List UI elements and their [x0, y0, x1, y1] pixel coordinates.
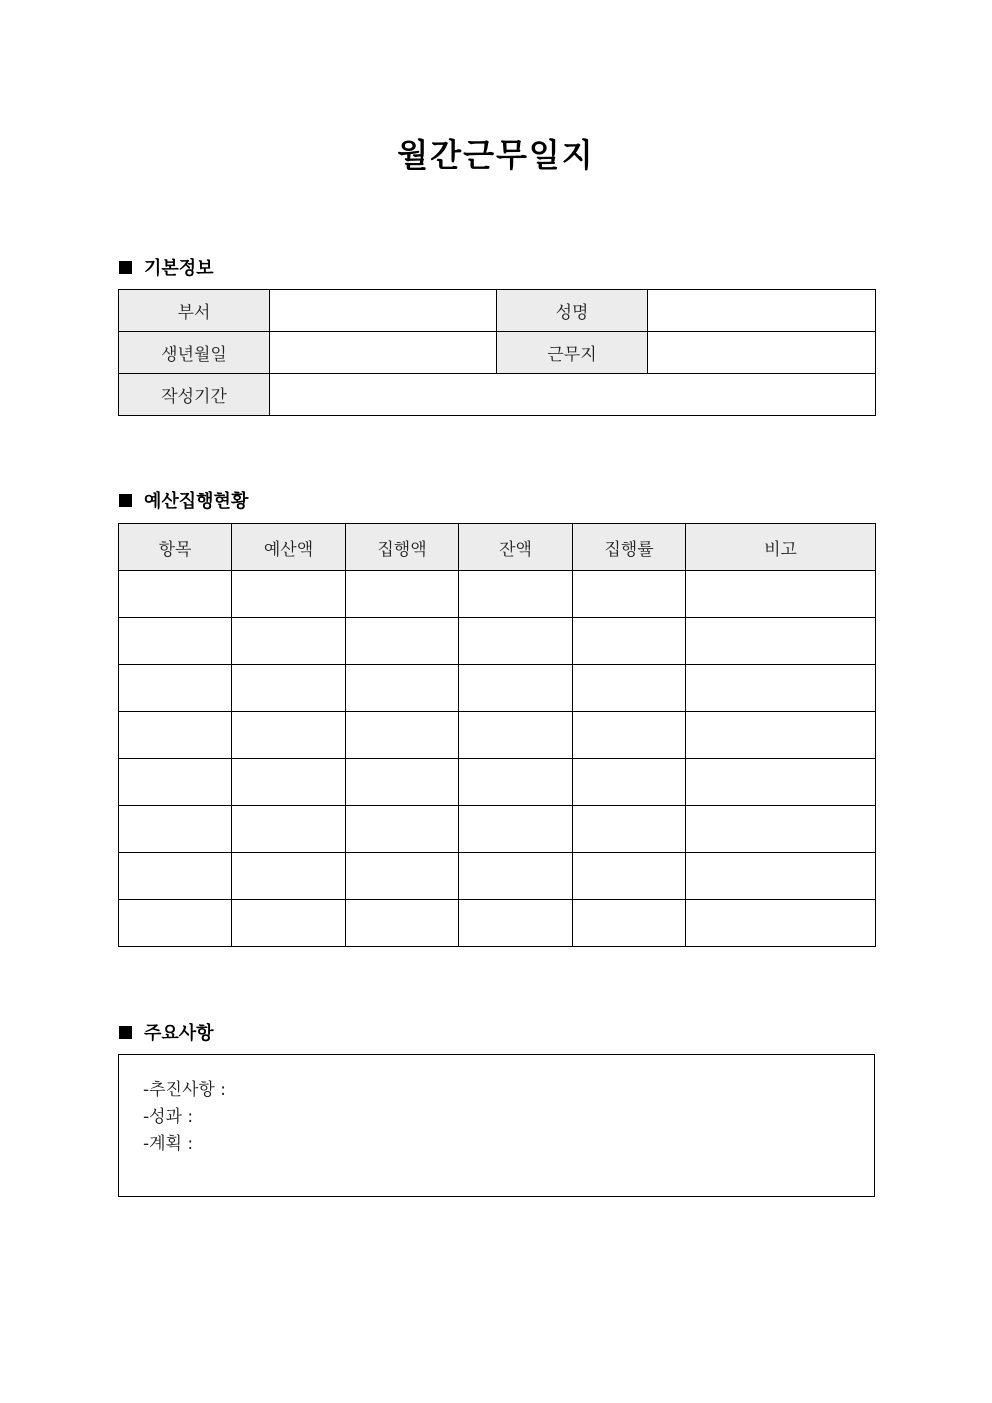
section-notes-title: 주요사항: [144, 1023, 214, 1044]
square-bullet-icon: [119, 1026, 132, 1039]
birth-field[interactable]: [270, 332, 497, 374]
name-label: 성명: [497, 290, 648, 332]
col-header-balance: 잔액: [459, 524, 573, 571]
table-cell[interactable]: [346, 900, 459, 947]
table-cell[interactable]: [346, 665, 459, 712]
table-cell[interactable]: [119, 900, 232, 947]
table-cell[interactable]: [232, 853, 346, 900]
table-cell[interactable]: [346, 806, 459, 853]
table-cell[interactable]: [119, 853, 232, 900]
table-cell[interactable]: [119, 665, 232, 712]
col-header-item: 항목: [119, 524, 232, 571]
table-row: [119, 571, 876, 618]
period-label: 작성기간: [119, 374, 270, 416]
table-cell[interactable]: [573, 900, 686, 947]
table-cell[interactable]: [686, 759, 876, 806]
section-basic-heading: [119, 254, 214, 280]
table-cell[interactable]: [119, 759, 232, 806]
table-row: [119, 900, 876, 947]
table-cell[interactable]: [232, 571, 346, 618]
table-cell[interactable]: [232, 618, 346, 665]
table-row: [119, 759, 876, 806]
table-cell[interactable]: [346, 571, 459, 618]
table-cell[interactable]: [459, 712, 573, 759]
table-row: [119, 618, 876, 665]
table-cell[interactable]: [686, 571, 876, 618]
notes-box[interactable]: [118, 1054, 875, 1197]
budget-header-row: [119, 524, 876, 571]
table-row: [119, 853, 876, 900]
table-row: [119, 712, 876, 759]
table-cell[interactable]: [232, 712, 346, 759]
table-cell[interactable]: [346, 618, 459, 665]
table-cell[interactable]: [119, 806, 232, 853]
table-cell[interactable]: [686, 712, 876, 759]
department-label: 부서: [119, 290, 270, 332]
table-cell[interactable]: [573, 806, 686, 853]
table-cell[interactable]: [573, 853, 686, 900]
table-cell[interactable]: [119, 618, 232, 665]
section-basic-title: 기본정보: [144, 258, 214, 279]
table-cell[interactable]: [232, 900, 346, 947]
table-cell[interactable]: [573, 759, 686, 806]
workplace-label: 근무지: [497, 332, 648, 374]
table-cell[interactable]: [459, 759, 573, 806]
table-cell[interactable]: [459, 853, 573, 900]
table-cell[interactable]: [119, 571, 232, 618]
col-header-remarks: 비고: [686, 524, 876, 571]
table-cell[interactable]: [346, 712, 459, 759]
workplace-field[interactable]: [648, 332, 876, 374]
budget-table: [118, 523, 876, 947]
table-cell[interactable]: [119, 712, 232, 759]
table-cell[interactable]: [459, 665, 573, 712]
table-cell[interactable]: [573, 712, 686, 759]
notes-results: -성과 :: [143, 1107, 194, 1127]
table-cell[interactable]: [459, 618, 573, 665]
table-cell[interactable]: [686, 853, 876, 900]
period-field[interactable]: [270, 374, 876, 416]
table-cell[interactable]: [346, 853, 459, 900]
table-cell[interactable]: [232, 665, 346, 712]
table-cell[interactable]: [459, 806, 573, 853]
square-bullet-icon: [119, 494, 132, 507]
col-header-executed: 집행액: [346, 524, 459, 571]
col-header-budget: 예산액: [232, 524, 346, 571]
page-title: 월간근무일지: [397, 136, 595, 174]
table-row: [119, 665, 876, 712]
square-bullet-icon: [119, 261, 132, 274]
table-cell[interactable]: [686, 618, 876, 665]
table-cell[interactable]: [686, 665, 876, 712]
section-budget-heading: [119, 487, 248, 513]
notes-plans: -계획 :: [143, 1134, 194, 1154]
section-budget-title: 예산집행현황: [144, 491, 249, 512]
table-cell[interactable]: [232, 806, 346, 853]
table-cell[interactable]: [686, 806, 876, 853]
name-field[interactable]: [648, 290, 876, 332]
table-cell[interactable]: [232, 759, 346, 806]
table-cell[interactable]: [573, 665, 686, 712]
table-row: [119, 806, 876, 853]
table-cell[interactable]: [686, 900, 876, 947]
notes-progress: -추진사항 :: [143, 1080, 226, 1100]
table-cell[interactable]: [573, 618, 686, 665]
table-cell[interactable]: [459, 900, 573, 947]
birth-label: 생년월일: [119, 332, 270, 374]
table-cell[interactable]: [459, 571, 573, 618]
table-cell[interactable]: [346, 759, 459, 806]
col-header-rate: 집행률: [573, 524, 686, 571]
basic-info-table: [118, 289, 876, 416]
section-notes-heading: [119, 1019, 214, 1045]
table-cell[interactable]: [573, 571, 686, 618]
department-field[interactable]: [270, 290, 497, 332]
